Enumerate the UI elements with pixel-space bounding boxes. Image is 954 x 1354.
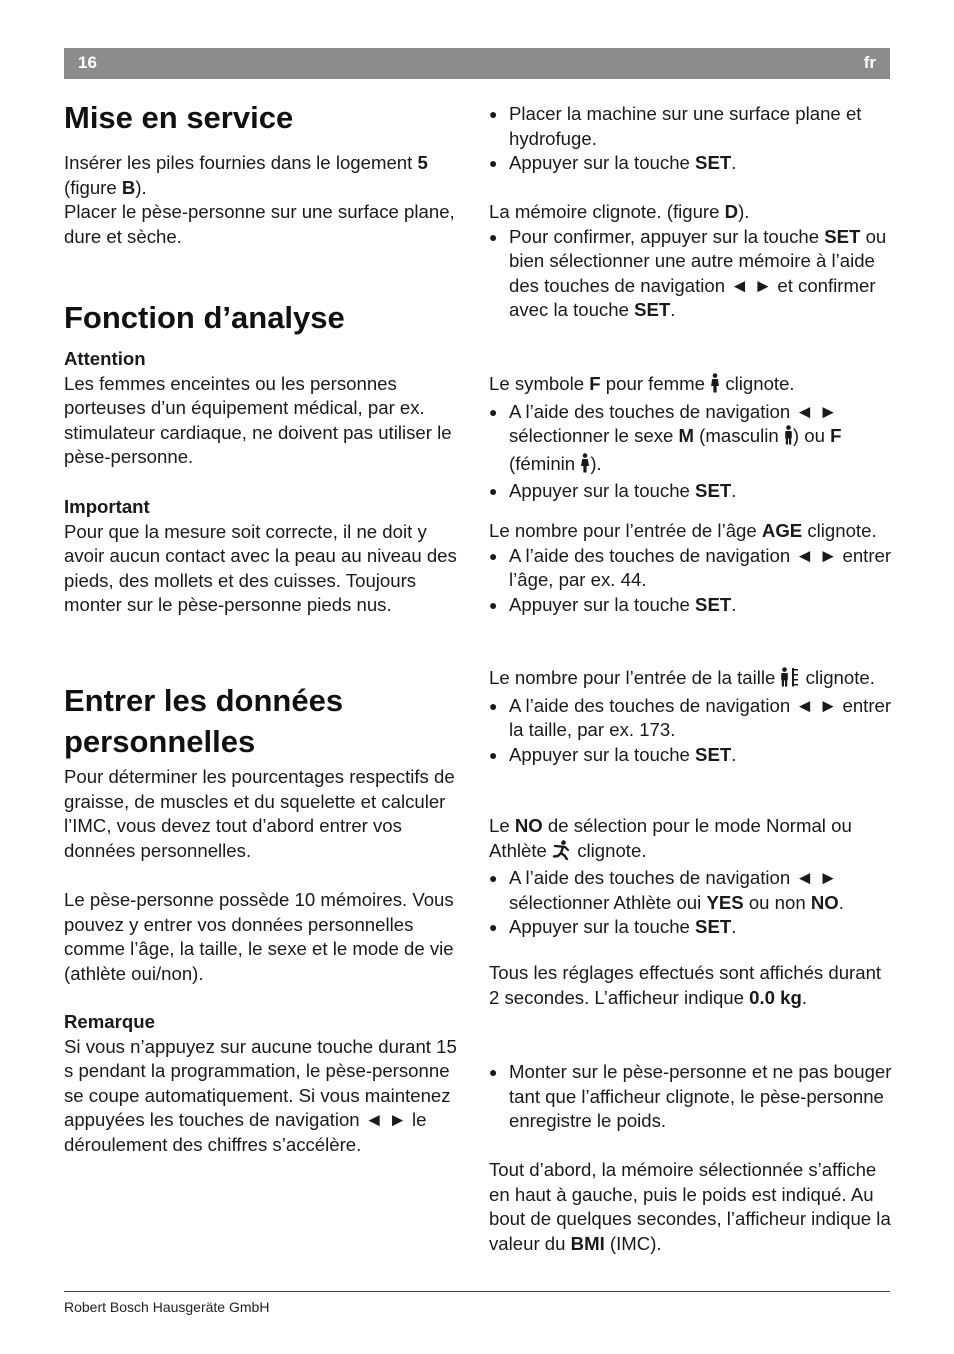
male-icon	[784, 425, 793, 452]
list-item: ● Appuyer sur la touche SET.	[489, 743, 894, 768]
attention-label: Attention	[64, 348, 146, 369]
remarque-block	[64, 1010, 466, 1158]
language-code: fr	[863, 53, 876, 72]
weigh-step	[489, 1060, 894, 1134]
list-item: ● A l’aide des touches de navigation ◄ ► sélectionner le sexe M (masculin ) ou F (féminin ).	[489, 400, 894, 480]
remarque-text: Si vous n’appuyez sur aucune touche durant 15 s pendant la programmation, le pèse-personne se coupe automatiquement. Si vous maintenez appuyées les touches de navigation ◄ ► le déroulement des chiffres s’accélère.	[64, 1035, 457, 1155]
height-text: Le nombre pour l’entrée de la taille clignote.	[489, 666, 894, 694]
paragraph-memoires: Le pèse-personne possède 10 mémoires. Vous pouvez y entrer vos données personnelles comme l’âge, la taille, le sexe et le mode de vie (athlète oui/non).	[64, 888, 454, 984]
page-number: 16	[78, 53, 97, 72]
height-icon	[780, 667, 800, 694]
female-icon	[580, 453, 590, 480]
footer-divider	[64, 1291, 890, 1292]
attention-text: Les femmes enceintes ou les personnes porteuses d’un équipement médical, par ex. stimulateur cardiaque, ne doivent pas utiliser le pèse-personne.	[64, 372, 452, 468]
remarque-label: Remarque	[64, 1011, 155, 1032]
list-item: ● Monter sur le pèse-personne et ne pas bouger tant que l’afficheur clignote, le pèse-personne enregistre le poids.	[489, 1060, 894, 1134]
heading-entrer-donnees: Entrer les données personnelles	[64, 683, 344, 759]
list-item: ● Placer la machine sur une surface plane et hydrofuge.	[489, 102, 894, 151]
important-label: Important	[64, 496, 150, 517]
section-entrer-donnees	[64, 680, 466, 762]
gender-block	[489, 372, 894, 504]
athlete-icon	[552, 840, 572, 867]
footer-company: Robert Bosch Hausgeräte GmbH	[64, 1299, 270, 1315]
important-text: Pour que la mesure soit correcte, il ne doit y avoir aucun contact avec la peau au niveau des pieds, des mollets et des cuisses. Toujours monter sur le pèse-personne pieds nus.	[64, 520, 457, 616]
settings-text: Tous les réglages effectués sont affichés durant 2 secondes. L’afficheur indique 0.0 kg.	[489, 962, 882, 1008]
list-item: ● Appuyer sur la touche SET.	[489, 915, 894, 940]
list-item: ● Appuyer sur la touche SET.	[489, 593, 894, 618]
list-item: ● A l’aide des touches de navigation ◄ ► entrer la taille, par ex. 173.	[489, 694, 894, 743]
heading-mise-en-service: Mise en service	[64, 100, 294, 135]
heading-fonction-analyse: Fonction d’analyse	[64, 300, 345, 335]
page-header-bar	[64, 48, 890, 79]
attention-block	[64, 347, 466, 470]
section-mise-en-service	[64, 100, 466, 136]
paragraph-placer: Placer le pèse-personne sur une surface plane, dure et sèche.	[64, 201, 455, 247]
memory-block	[489, 200, 894, 323]
athlete-block	[489, 814, 894, 940]
memory-text: La mémoire clignote. (figure D).	[489, 201, 750, 222]
list-item: ● A l’aide des touches de navigation ◄ ► entrer l’âge, par ex. 44.	[489, 544, 894, 593]
setup-steps	[489, 102, 894, 176]
height-block	[489, 666, 894, 767]
list-item: ● Appuyer sur la touche SET.	[489, 479, 894, 504]
final-paragraph	[489, 1158, 894, 1256]
athlete-text: Le NO de sélection pour le mode Normal ou Athlète clignote.	[489, 814, 894, 866]
list-item: ● Appuyer sur la touche SET.	[489, 151, 894, 176]
final-text: Tout d’abord, la mémoire sélectionnée s’affiche en haut à gauche, puis le poids est indiqué. Au bout de quelques secondes, l’afficheur indique la valeur du BMI (IMC).	[489, 1159, 891, 1254]
list-item: ● Pour confirmer, appuyer sur la touche SET ou bien sélectionner une autre mémoire à l’aide des touches de navigation ◄ ► et confirmer avec la touche SET.	[489, 225, 894, 323]
mise-en-service-body	[64, 151, 466, 249]
paragraph-pourcentages: Pour déterminer les pourcentages respectifs de graisse, de muscles et du squelette et calculer l’IMC, vous devez tout d’abord entrer vos données personnelles.	[64, 766, 455, 861]
section-fonction-analyse	[64, 300, 466, 336]
female-icon	[710, 373, 720, 400]
paragraph-piles: Insérer les piles fournies dans le logement 5 (figure B).	[64, 152, 428, 198]
age-text: Le nombre pour l’entrée de l’âge AGE clignote.	[489, 520, 877, 541]
important-block	[64, 495, 466, 618]
settings-summary	[489, 961, 894, 1010]
age-block	[489, 519, 894, 617]
symbol-text: Le symbole F pour femme clignote.	[489, 372, 894, 400]
list-item: ● A l’aide des touches de navigation ◄ ► sélectionner Athlète oui YES ou non NO.	[489, 866, 894, 915]
entrer-body	[64, 765, 466, 986]
